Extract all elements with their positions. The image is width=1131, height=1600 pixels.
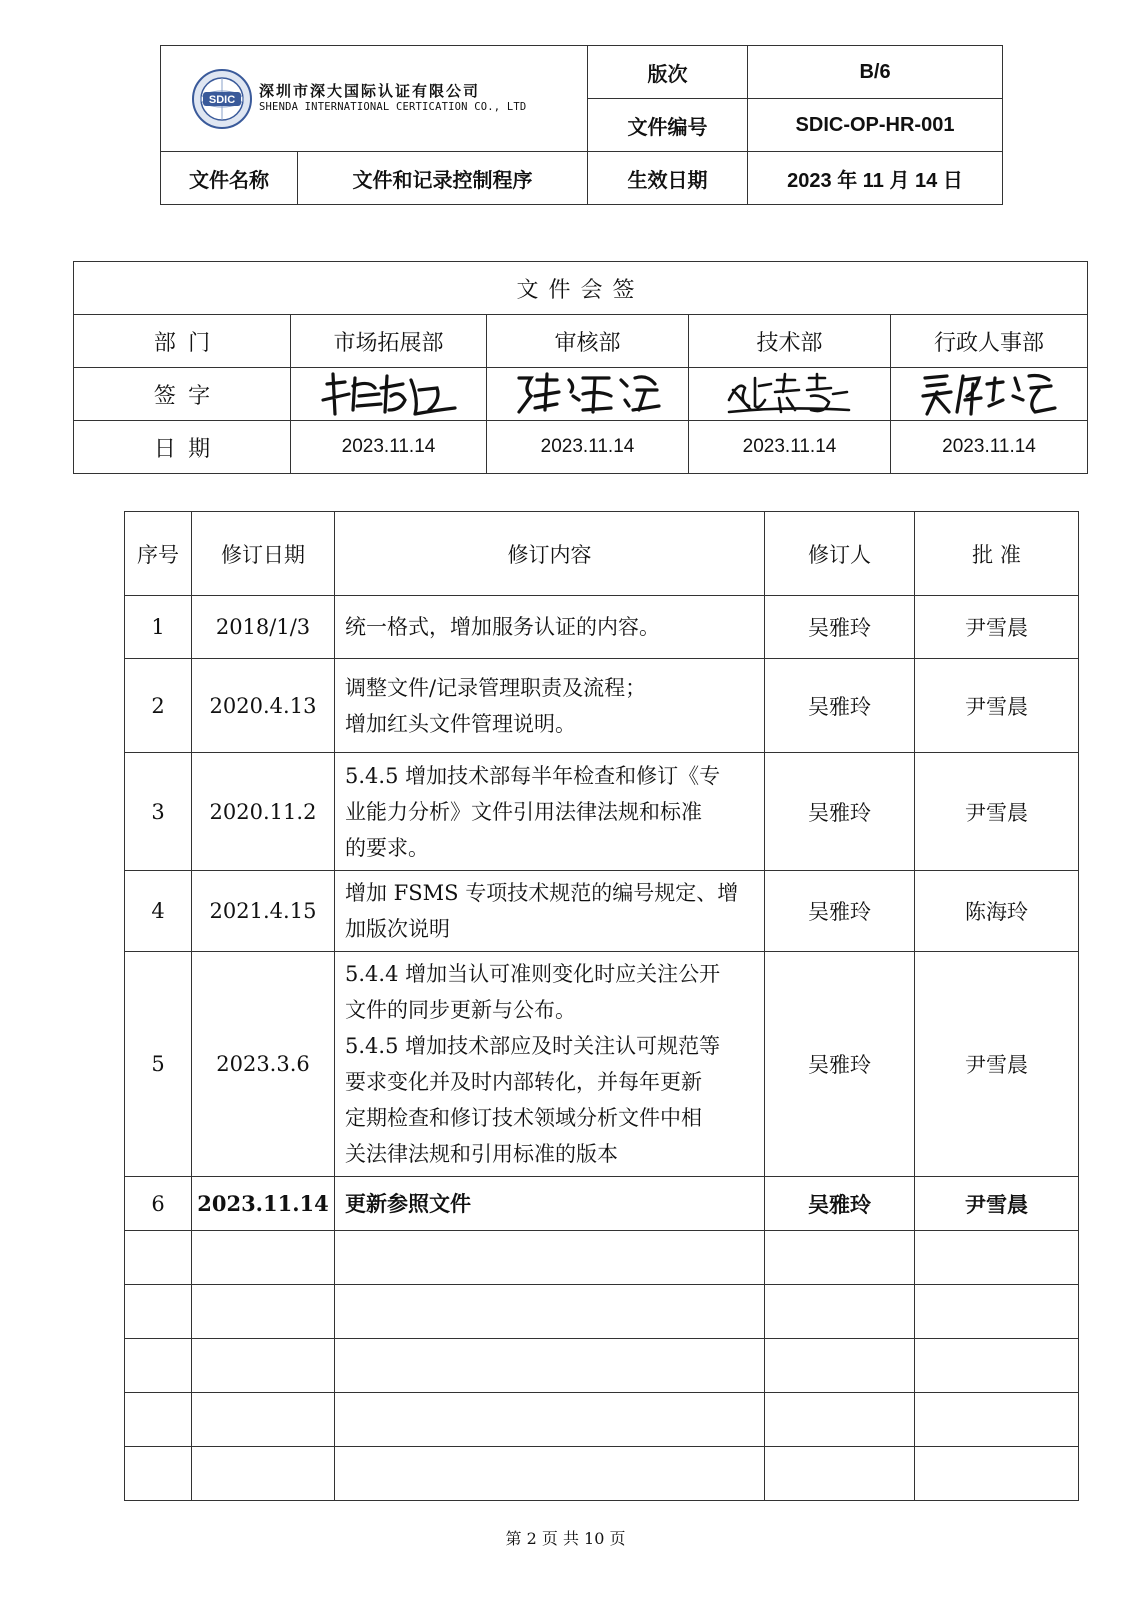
rev-content — [335, 871, 765, 952]
sign-date: 2023.11.14 — [487, 421, 689, 474]
empty-table-row — [125, 1393, 1079, 1447]
edition-value: B/6 — [748, 46, 1003, 99]
rev-content-line: 统一格式，增加服务认证的内容。 — [345, 615, 660, 639]
rev-approver: 尹雪晨 — [915, 952, 1079, 1177]
rev-content-line: 5.4.4 增加当认可准则变化时应关注公开 — [345, 962, 721, 986]
table-row — [125, 871, 1079, 952]
rev-no: 5 — [125, 952, 192, 1177]
table-row — [125, 753, 1079, 871]
signature-market — [291, 368, 487, 421]
col-header-date: 修订日期 — [192, 512, 335, 596]
rev-no: 6 — [125, 1177, 192, 1231]
rev-content-line: 5.4.5 增加技术部每半年检查和修订《专 — [345, 763, 721, 788]
table-row — [125, 1177, 1079, 1231]
rev-approver: 陈海玲 — [915, 871, 1079, 952]
rev-reviser: 吴雅玲 — [765, 659, 915, 753]
rev-no: 2 — [125, 659, 192, 753]
effective-date-label: 生效日期 — [588, 152, 748, 205]
rev-content — [335, 1177, 765, 1231]
rev-content-line: 文件的同步更新与公布。 — [345, 998, 576, 1022]
empty-table-row — [125, 1447, 1079, 1501]
company-name-en: SHENDA INTERNATIONAL CERTICATION CO., LTD — [259, 101, 527, 114]
dept-name: 技术部 — [689, 315, 891, 368]
rev-no: 3 — [125, 753, 192, 871]
rev-reviser: 吴雅玲 — [765, 952, 915, 1177]
rev-content-line: 调整文件/记录管理职责及流程； — [345, 675, 647, 700]
revision-history-table — [124, 511, 1079, 1501]
effective-date-value: 2023 年 11 月 14 日 — [748, 152, 1003, 205]
rev-no: 4 — [125, 871, 192, 952]
rev-date: 2023.11.14 — [192, 1177, 335, 1231]
rev-reviser: 吴雅玲 — [765, 753, 915, 871]
company-logo-icon — [191, 68, 253, 130]
rev-content-line: 业能力分析》文件引用法律法规和标准 — [345, 799, 702, 824]
rev-content-line: 加版次说明 — [345, 917, 450, 941]
rev-date: 2020.11.2 — [192, 753, 335, 871]
handwritten-signature-image — [513, 370, 663, 418]
company-name-cn: 深圳市深大国际认证有限公司 — [259, 83, 481, 100]
table-row — [125, 952, 1079, 1177]
rev-content-line: 关法律法规和引用标准的版本 — [345, 1142, 618, 1166]
rev-content-line: 的要求。 — [345, 835, 429, 860]
col-header-approver: 批 准 — [915, 512, 1079, 596]
svg-text:SDIC: SDIC — [208, 93, 236, 106]
rev-content-line: 增加 FSMS 专项技术规范的编号规定、增 — [345, 881, 739, 905]
signoff-title: 文件会签 — [74, 262, 1088, 315]
company-logo-cell — [161, 46, 588, 152]
col-header-content: 修订内容 — [335, 512, 765, 596]
sign-date: 2023.11.14 — [689, 421, 891, 474]
rev-reviser: 吴雅玲 — [765, 1177, 915, 1231]
empty-table-row — [125, 1285, 1079, 1339]
dept-name: 行政人事部 — [891, 315, 1088, 368]
empty-table-row — [125, 1339, 1079, 1393]
signoff-table — [73, 261, 1088, 474]
doc-name-label: 文件名称 — [161, 152, 298, 205]
rev-date: 2020.4.13 — [192, 659, 335, 753]
handwritten-signature-image — [919, 370, 1059, 418]
doc-number-value: SDIC-OP-HR-001 — [748, 99, 1003, 152]
rev-no: 1 — [125, 596, 192, 659]
edition-label: 版次 — [588, 46, 748, 99]
col-header-no: 序号 — [125, 512, 192, 596]
rev-date: 2023.3.6 — [192, 952, 335, 1177]
signature-admin — [891, 368, 1088, 421]
rev-content-line: 5.4.5 增加技术部应及时关注认可规范等 — [345, 1034, 721, 1058]
rev-approver: 尹雪晨 — [915, 659, 1079, 753]
rev-approver: 尹雪晨 — [915, 596, 1079, 659]
rev-content — [335, 952, 765, 1177]
rev-reviser: 吴雅玲 — [765, 596, 915, 659]
rev-content — [335, 659, 765, 753]
table-row — [125, 659, 1079, 753]
rev-content-line: 定期检查和修订技术领域分析文件中相 — [345, 1106, 702, 1130]
date-row-label: 日 期 — [74, 421, 291, 474]
rev-content — [335, 596, 765, 659]
table-row — [125, 596, 1079, 659]
rev-content-line: 增加红头文件管理说明。 — [345, 711, 576, 736]
signature-audit — [487, 368, 689, 421]
rev-approver: 尹雪晨 — [915, 1177, 1079, 1231]
rev-approver: 尹雪晨 — [915, 753, 1079, 871]
rev-content-line: 要求变化并及时内部转化，并每年更新 — [345, 1070, 702, 1094]
page-number: 第 2 页 共 10 页 — [505, 1529, 626, 1548]
document-header-table — [160, 45, 1003, 205]
dept-name: 审核部 — [487, 315, 689, 368]
rev-date: 2021.4.15 — [192, 871, 335, 952]
rev-date: 2018/1/3 — [192, 596, 335, 659]
col-header-reviser: 修订人 — [765, 512, 915, 596]
rev-content — [335, 753, 765, 871]
doc-name-value: 文件和记录控制程序 — [298, 152, 588, 205]
rev-reviser: 吴雅玲 — [765, 871, 915, 952]
doc-number-label: 文件编号 — [588, 99, 748, 152]
rev-content-line: 更新参照文件 — [345, 1190, 471, 1216]
handwritten-signature-image — [725, 370, 855, 418]
empty-table-row — [125, 1231, 1079, 1285]
sign-date: 2023.11.14 — [291, 421, 487, 474]
handwritten-signature-image — [319, 370, 459, 418]
sign-date: 2023.11.14 — [891, 421, 1088, 474]
signature-tech — [689, 368, 891, 421]
dept-row-label: 部 门 — [74, 315, 291, 368]
sign-row-label: 签 字 — [74, 368, 291, 421]
dept-name: 市场拓展部 — [291, 315, 487, 368]
